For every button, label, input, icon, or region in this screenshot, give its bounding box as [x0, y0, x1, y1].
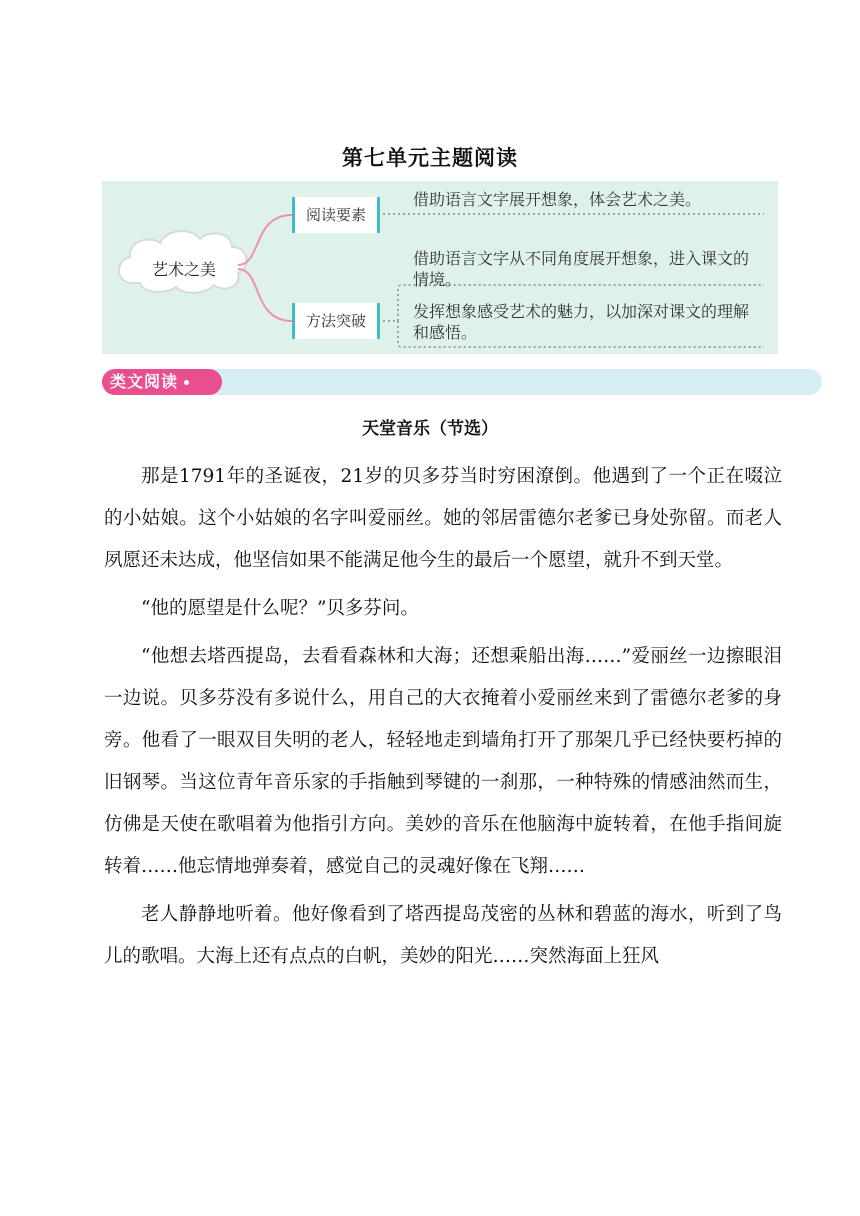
reading-element-text: 借助语言文字展开想象，体会艺术之美。 [413, 190, 702, 209]
section-label-text: 类文阅读 [110, 372, 179, 391]
unit-title: 第七单元主题阅读 [342, 146, 518, 170]
method-tag: 方法突破 [292, 303, 380, 339]
article-body [104, 456, 782, 979]
reading-guide-banner [102, 181, 778, 354]
article-paragraph: 老人静静地听着。他好像看到了塔西提岛茂密的丛林和碧蓝的海水，听到了鸟儿的歌唱。大海上还有点点的白帆，美妙的阳光……突然海面上狂风 [104, 904, 782, 967]
method-text-1: 借助语言文字从不同角度展开想象，进入课文的情境。 [413, 249, 750, 289]
reading-element-tag: 阅读要素 [292, 197, 380, 233]
article-paragraph: “他的愿望是什么呢？”贝多芬问。 [141, 598, 419, 619]
bullet-dot-icon [184, 380, 189, 385]
section-label [102, 369, 222, 395]
article-paragraph: 那是1791年的圣诞夜，21岁的贝多芬当时穷困潦倒。他遇到了一个正在啜泣的小姑娘。这个小姑娘的名字叫爱丽丝。她的邻居雷德尔老爹已身处弥留。而老人夙愿还未达成，他坚信如果不能满足他今生的最后一个愿望，就升不到天堂。 [104, 466, 782, 571]
article-title: 天堂音乐（节选） [362, 419, 498, 439]
article-paragraph: “他想去塔西提岛，去看看森林和大海；还想乘船出海……”爱丽丝一边擦眼泪一边说。贝多芬没有多说什么，用自己的大衣掩着小爱丽丝来到了雷德尔老爹的身旁。他看了一眼双目失明的老人，轻轻地走到墙角打开了那架几乎已经快要朽掉的旧钢琴。当这位青年音乐家的手指触到琴键的一刹那，一种特殊的情感油然而生，仿佛是天使在歌唱着为他指引方向。美妙的音乐在他脑海中旋转着，在他手指间旋转着……他忘情地弹奏着，感觉自己的灵魂好像在飞翔…… [104, 646, 782, 877]
method-text-2: 发挥想象感受艺术的魅力，以加深对课文的理解和感悟。 [413, 302, 750, 342]
theme-label: 艺术之美 [151, 260, 216, 279]
